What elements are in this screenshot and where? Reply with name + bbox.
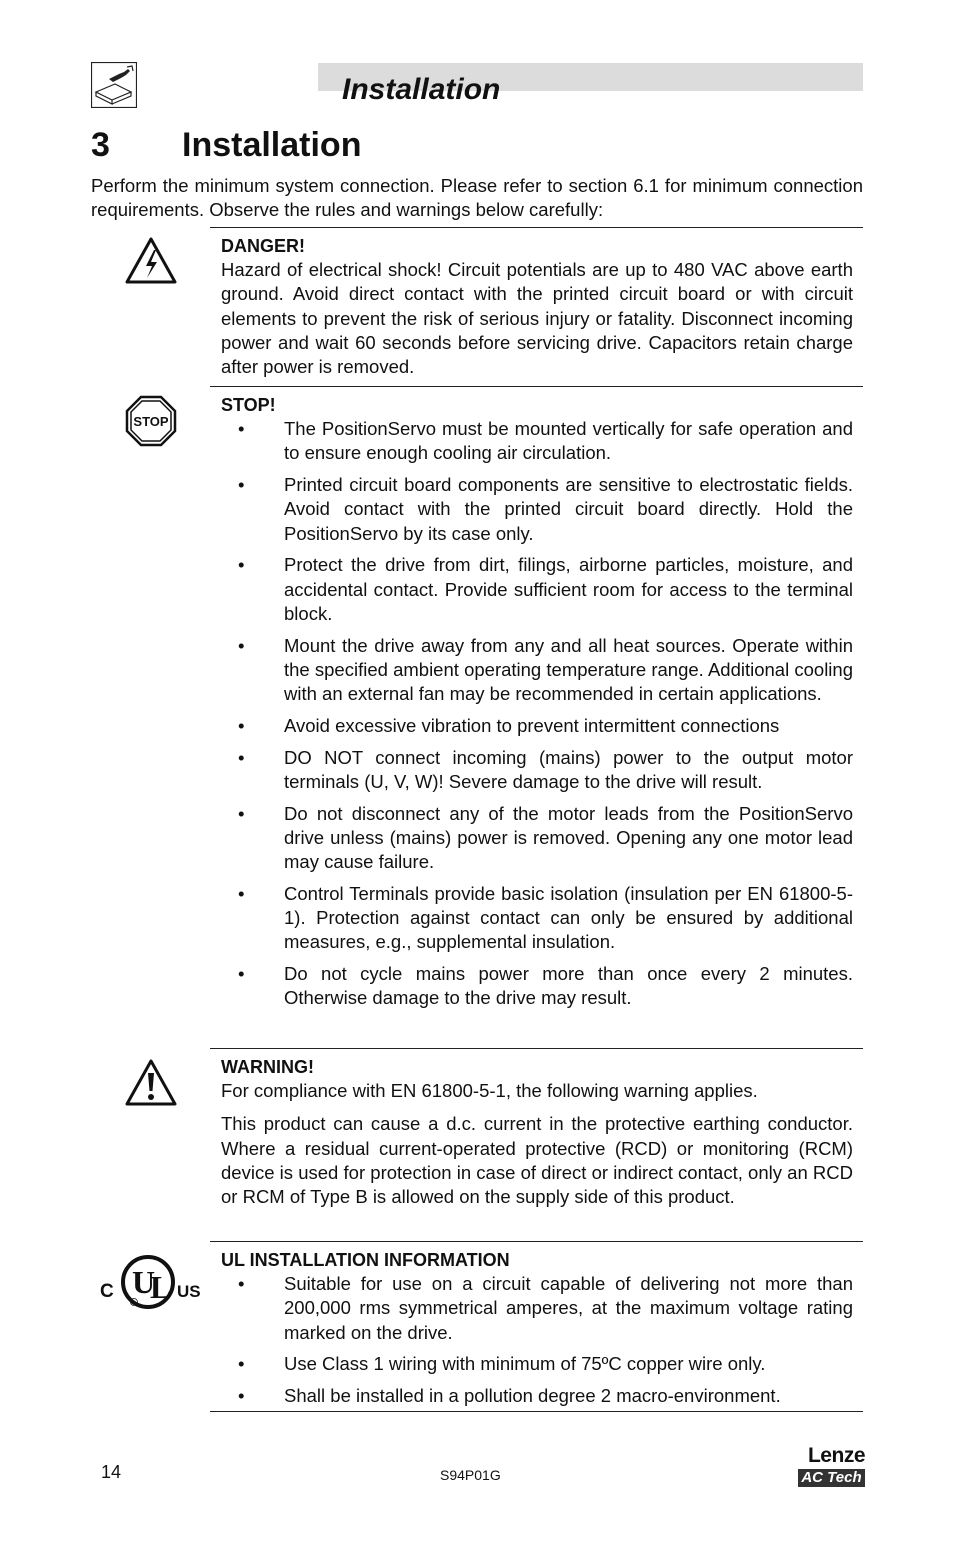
- warning-section: [221, 1055, 853, 1209]
- section-divider: [210, 227, 863, 228]
- intro-paragraph: Perform the minimum system connection. Please refer to section 6.1 for minimum connection requirements. Observe the rules and warnings below carefully:: [91, 175, 863, 220]
- stop-sign-icon: [125, 395, 177, 452]
- list-item: • Suitable for use on a circuit capable of delivering not more than 200,000 rms symmetrical amperes, at the maximum voltage rating marked on the drive.: [238, 1273, 853, 1343]
- svg-text:U: U: [132, 1264, 156, 1300]
- list-item: • The PositionServo must be mounted vertically for safe operation and to ensure enough cooling air circulation.: [238, 418, 853, 464]
- list-item: • Mount the drive away from any and all heat sources. Operate within the specified ambient operating temperature range. Additional cooling with an external fan may be recommended in certain applications.: [238, 634, 853, 705]
- ul-listed-mark-icon: [100, 1252, 200, 1317]
- lenze-actech-logo: [795, 1445, 865, 1489]
- ul-heading: UL INSTALLATION INFORMATION: [221, 1250, 510, 1270]
- section-divider: [210, 1048, 863, 1049]
- logo-line-2: AC Tech: [798, 1469, 865, 1487]
- ul-section: [221, 1248, 853, 1416]
- svg-text:STOP: STOP: [133, 414, 169, 429]
- electrical-hazard-icon: [124, 236, 178, 291]
- stop-list: [221, 417, 853, 1010]
- danger-section: [221, 234, 853, 379]
- running-header-title: Installation: [342, 73, 501, 106]
- list-item: • Shall be installed in a pollution degree 2 macro-environment.: [238, 1385, 781, 1407]
- section-divider: [210, 1411, 863, 1412]
- chapter-number: 3: [91, 126, 110, 164]
- chapter-title: Installation: [182, 126, 362, 164]
- page-number: 14: [101, 1462, 122, 1482]
- list-item: • Do not cycle mains power more than once every 2 minutes. Otherwise damage to the drive may result.: [238, 963, 853, 1009]
- warning-triangle-icon: [124, 1058, 178, 1113]
- document-code: S94P01G: [440, 1467, 501, 1483]
- ul-list: [221, 1272, 853, 1408]
- list-item: • DO NOT connect incoming (mains) power to the output motor terminals (U, V, W)! Severe damage to the drive will result.: [238, 746, 853, 792]
- list-item: • Use Class 1 wiring with minimum of 75ºC copper wire only.: [238, 1353, 766, 1375]
- danger-heading: DANGER!: [221, 236, 305, 256]
- list-item: • Printed circuit board components are sensitive to electrostatic fields. Avoid contact with the printed circuit board directly. Hold the PositionServo by its case only.: [238, 474, 853, 544]
- installation-hand-icon: [91, 62, 137, 108]
- svg-text:L: L: [150, 1269, 172, 1305]
- list-item: • Avoid excessive vibration to prevent intermittent connections: [238, 714, 780, 736]
- section-divider: [210, 386, 863, 387]
- section-divider: [210, 1241, 863, 1242]
- svg-text:US: US: [177, 1282, 200, 1301]
- logo-line-1: Lenze: [807, 1444, 865, 1467]
- warning-text-1: For compliance with EN 61800-5-1, the following warning applies.: [221, 1080, 758, 1102]
- stop-heading: STOP!: [221, 395, 276, 415]
- warning-text-2: This product can cause a d.c. current in the protective earthing conductor. Where a residual current-operated protective (RCD) or monitoring (RCM) device is used for protection in case of direct or indirect contact, only an RCD or RCM of Type B is allowed on the supply side of this product.: [221, 1113, 853, 1208]
- svg-text:C: C: [100, 1281, 114, 1302]
- list-item: • Control Terminals provide basic isolation (insulation per EN 61800-5-1). Protection against contact can only be ensured by additional measures, e.g., supplemental insulation.: [238, 882, 853, 953]
- danger-text: Hazard of electrical shock! Circuit potentials are up to 480 VAC above earth ground. Avoid direct contact with the printed circuit board or with circuit elements to prevent the risk of serious injury or fatality. Disconnect incoming power and wait 60 seconds before servicing drive. Capacitors retain charge after power is removed.: [221, 259, 853, 378]
- list-item: • Do not disconnect any of the motor leads from the PositionServo drive unless (mains) power is removed. Opening any one motor lead may cause failure.: [238, 802, 853, 873]
- list-item: • Protect the drive from dirt, filings, airborne particles, moisture, and accidental contact. Provide sufficient room for access to the terminal block.: [238, 554, 853, 624]
- warning-heading: WARNING!: [221, 1057, 314, 1077]
- stop-section: [221, 393, 853, 1018]
